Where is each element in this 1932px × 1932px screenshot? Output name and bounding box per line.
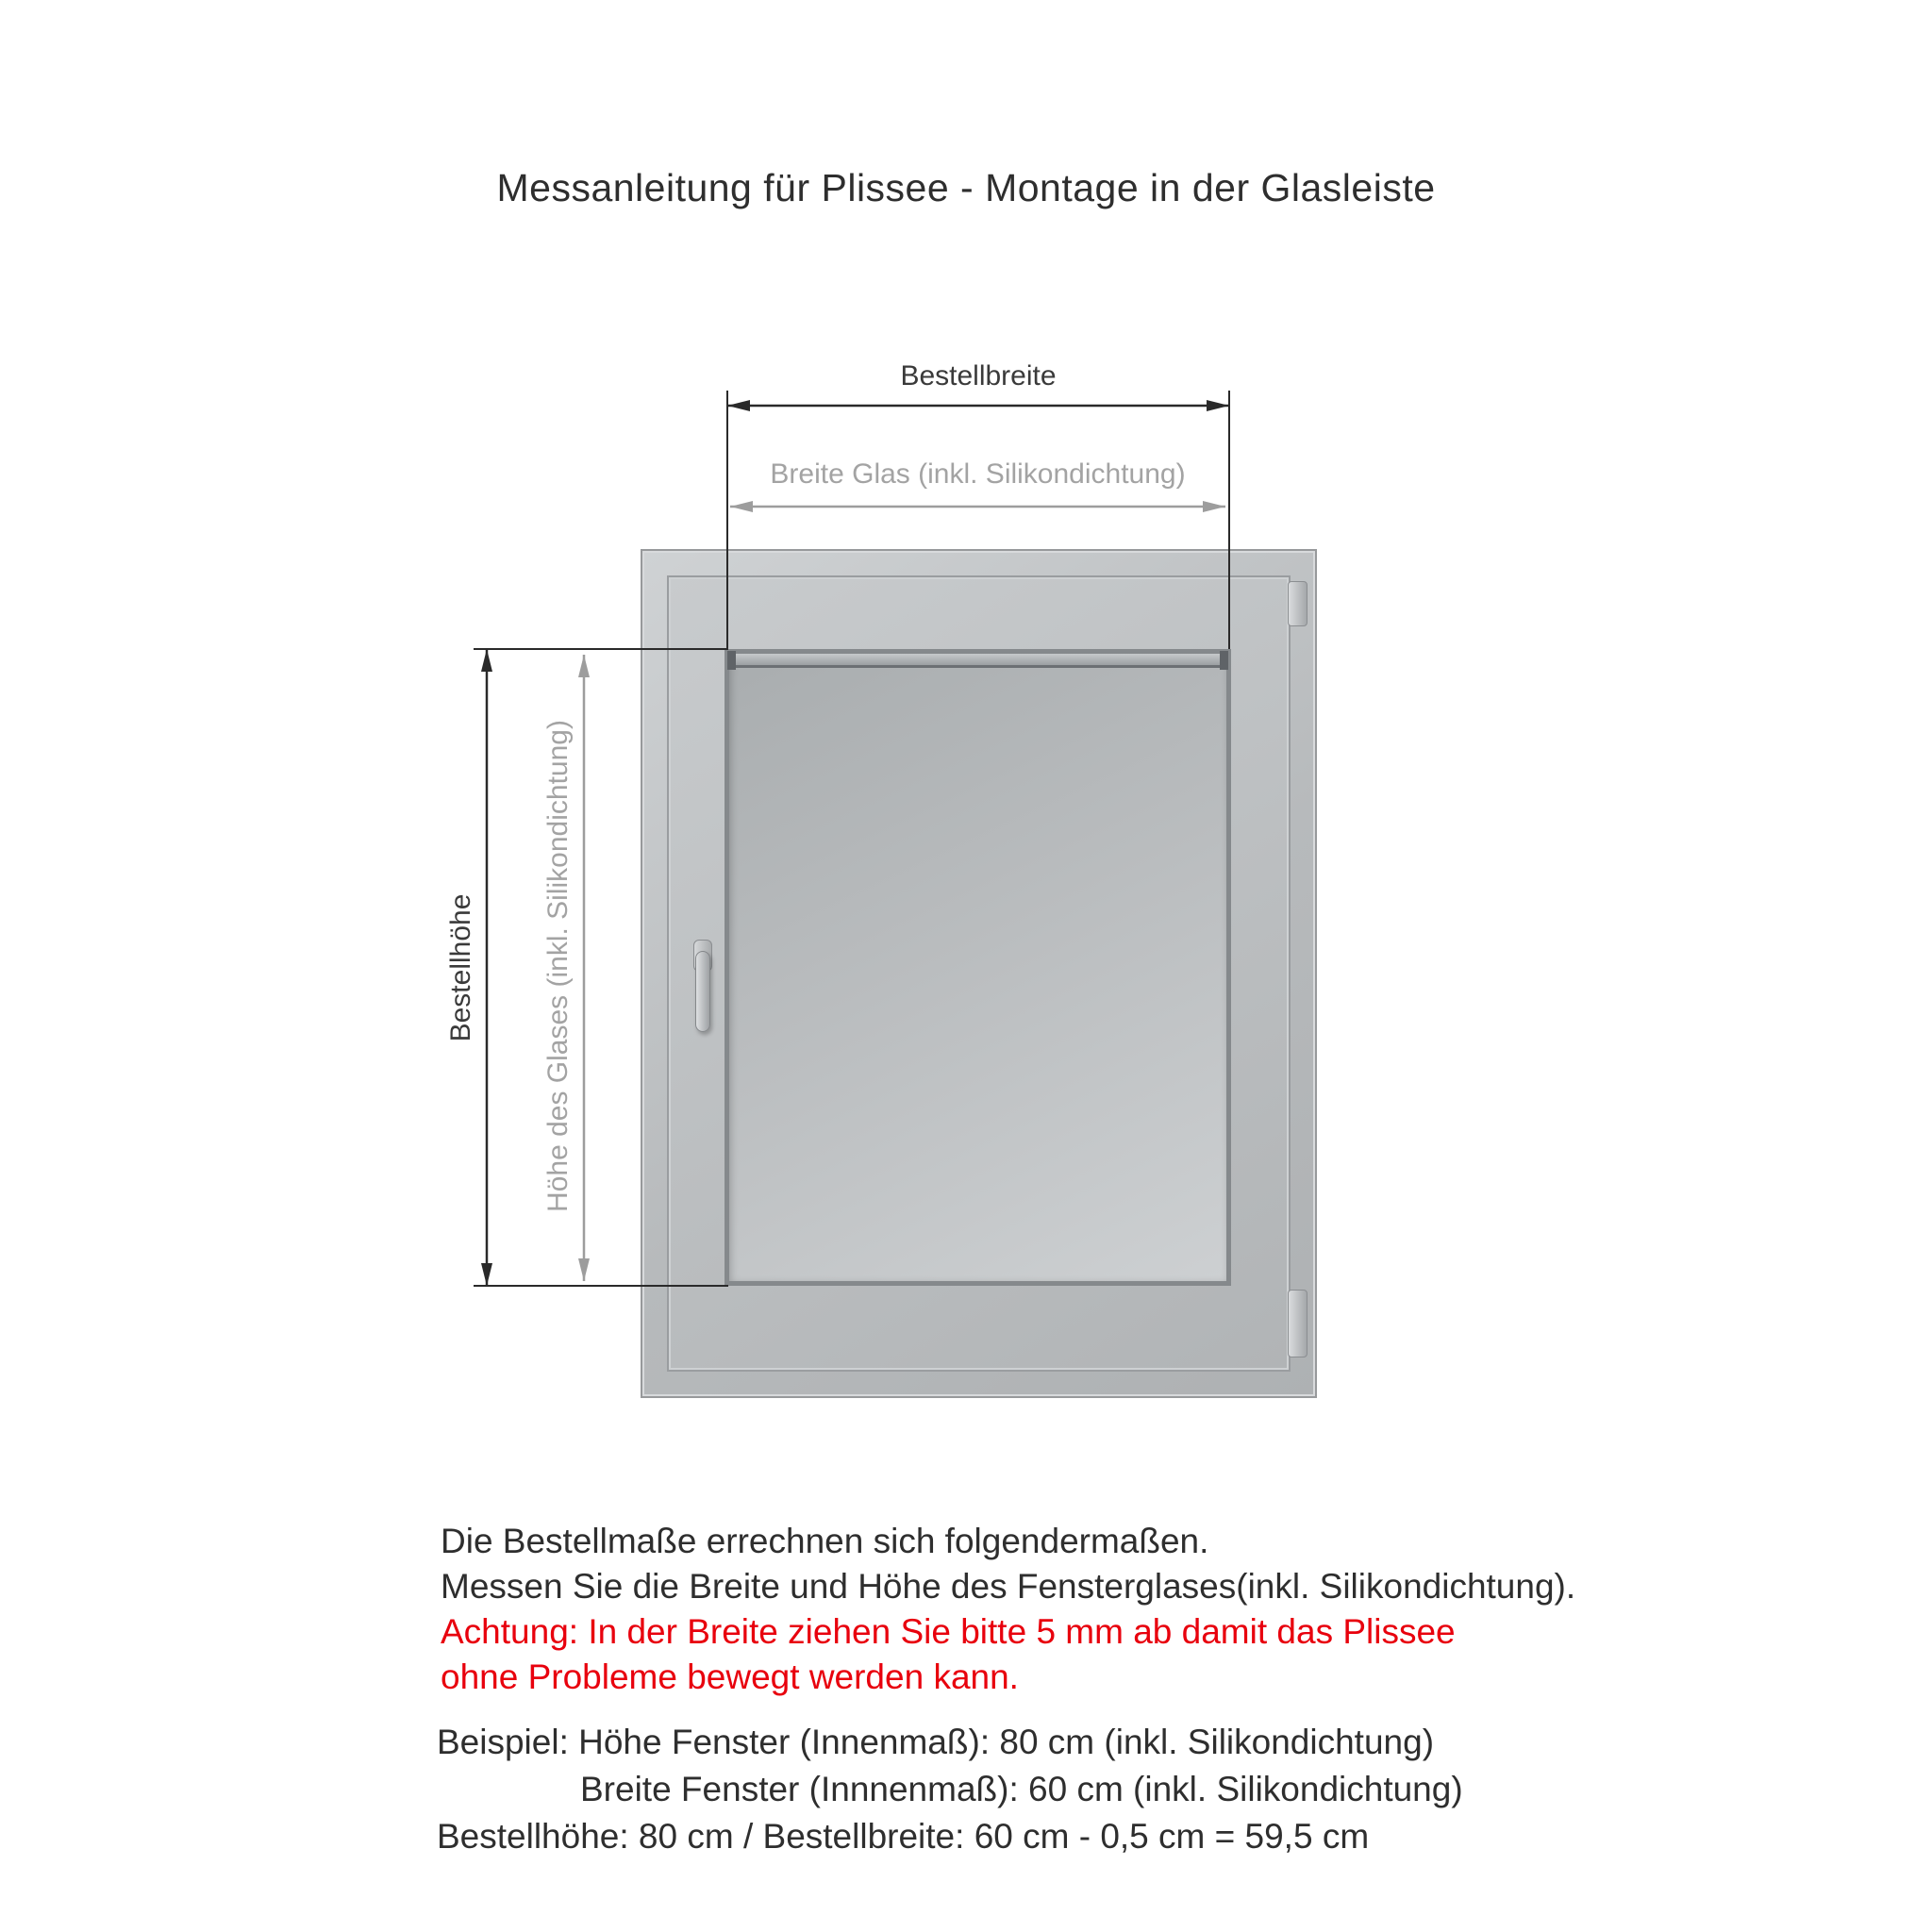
hinge-top [1288,581,1307,626]
window-handle-lever [695,951,710,1032]
example-line-1: Beispiel: Höhe Fenster (Innenmaß): 80 cm (inkl. Silikondichtung) [437,1723,1435,1761]
hinge-bottom [1288,1290,1307,1357]
example-line-2: Breite Fenster (Innnenmaß): 60 cm (inkl. Silikondichtung) [580,1770,1463,1808]
instructions-block [441,1519,1575,1700]
example-line-3: Bestellhöhe: 80 cm / Bestellbreite: 60 cm - 0,5 cm = 59,5 cm [437,1817,1370,1856]
bestellbreite-label: Bestellbreite [900,360,1057,391]
window-glass [724,649,1231,1286]
window-handle [691,940,717,1034]
window-illustration [641,549,1317,1398]
bestellhoehe-label: Bestellhöhe [445,893,476,1042]
plissee-top-rail [729,654,1226,668]
instructions-line-1: Die Bestellmaße errechnen sich folgendermaßen. [441,1522,1209,1560]
warning-line-1: Achtung: In der Breite ziehen Sie bitte 5 mm ab damit das Plissee [441,1612,1456,1651]
warning-line-2: ohne Probleme bewegt werden kann. [441,1657,1019,1696]
window-sash [667,575,1291,1372]
breite-glas-label: Breite Glas (inkl. Silikondichtung) [770,458,1186,490]
example-block [437,1719,1463,1860]
instructions-line-2: Messen Sie die Breite und Höhe des Fensterglases(inkl. Silikondichtung). [441,1567,1576,1606]
page-title: Messanleitung für Plissee - Montage in der Glasleiste [496,166,1436,209]
hoehe-glas-label: Höhe des Glases (inkl. Silikondichtung) [542,720,574,1212]
